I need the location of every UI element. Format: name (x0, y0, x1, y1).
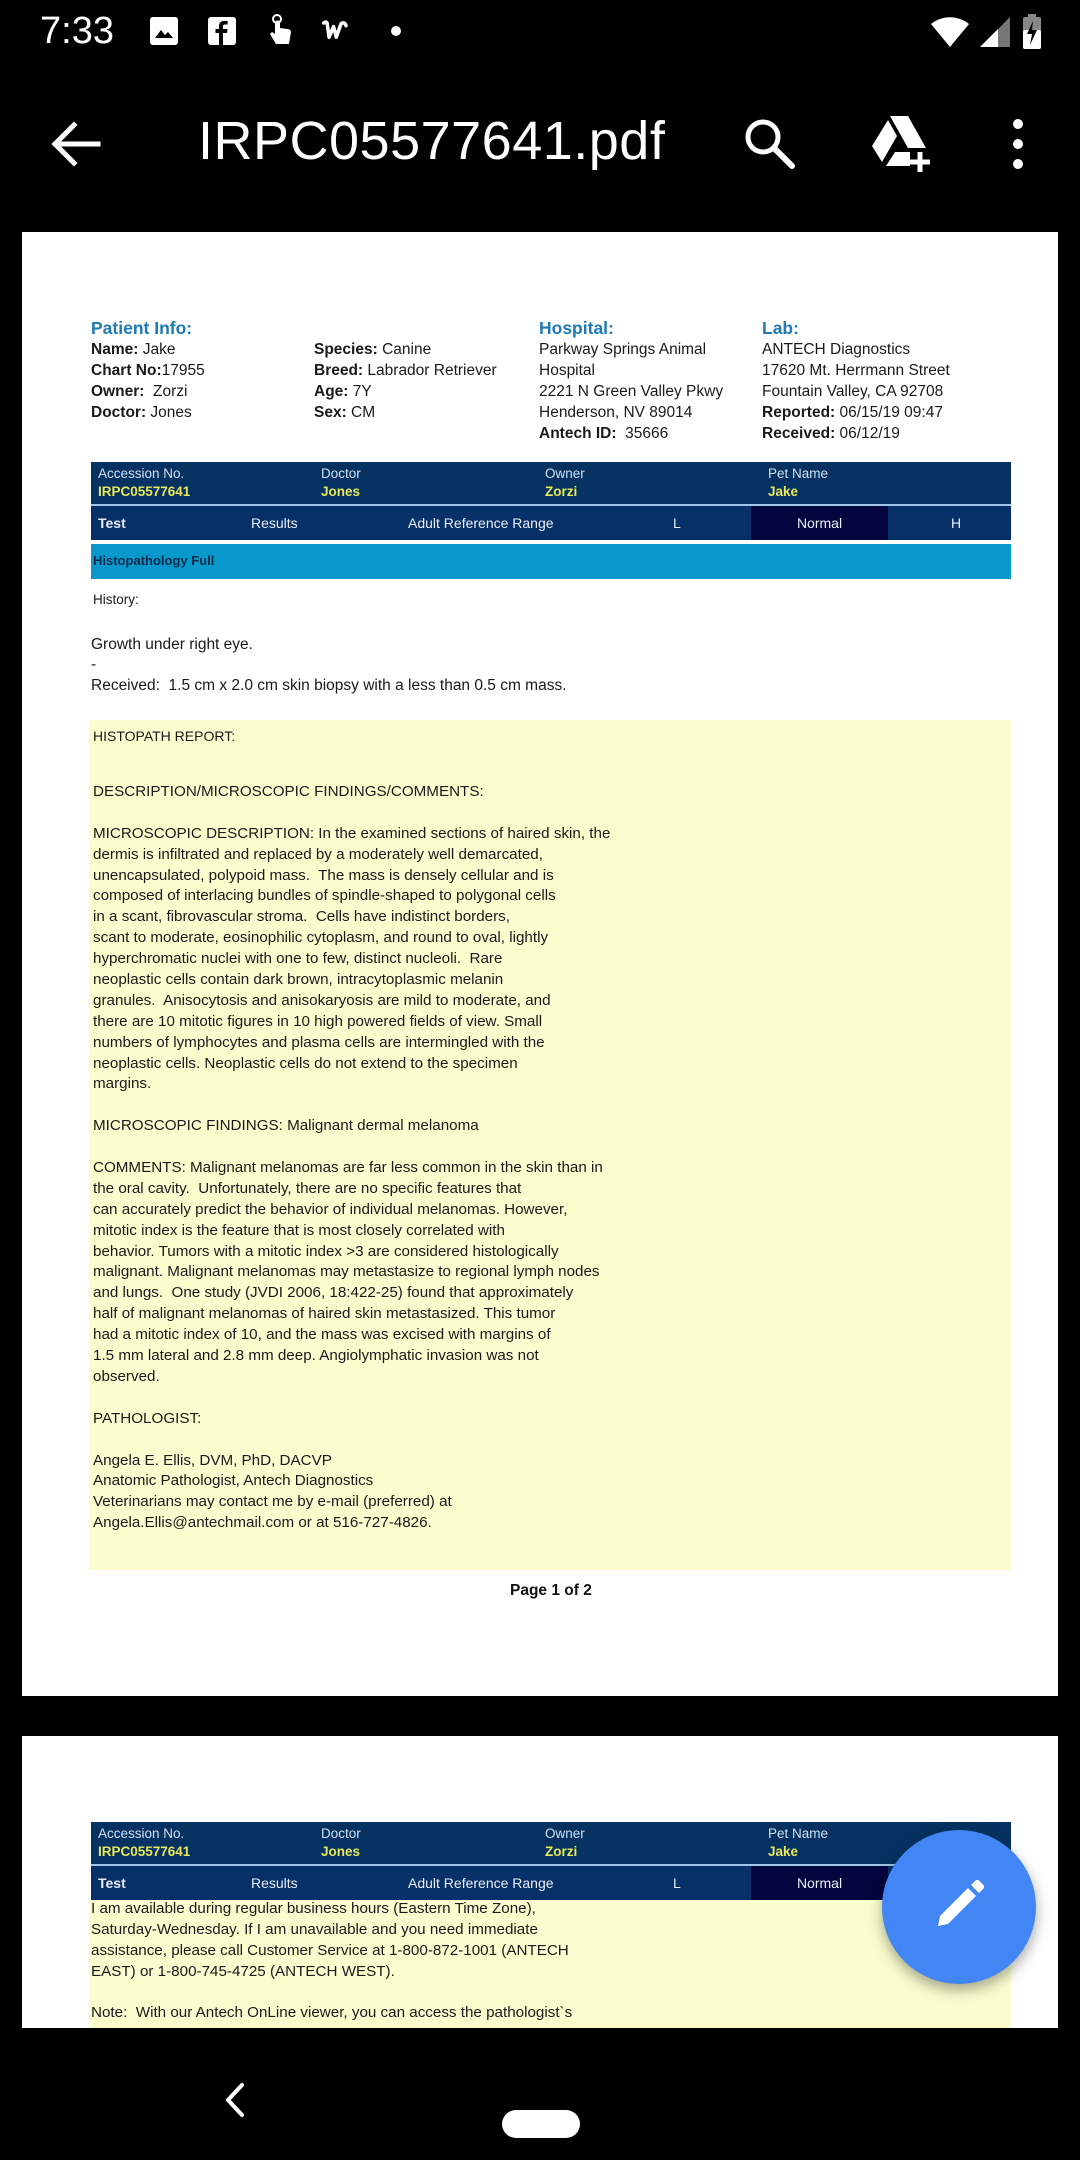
owner-col-label: Owner (545, 466, 585, 481)
report-body-continued (91, 1899, 572, 2024)
report-line: EAST) or 1-800-745-4725 (ANTECH WEST). (91, 1962, 395, 1980)
owner-label: Owner: (91, 383, 145, 400)
report-line: hyperchromatic nuclei with one to few, distinct nucleoli. Rare (93, 950, 503, 968)
owner-col-value: Zorzi (545, 484, 578, 499)
chart-number: 17955 (161, 362, 205, 379)
report-line: observed. (93, 1367, 160, 1385)
col-results: Results (251, 1875, 298, 1891)
report-line (93, 1095, 610, 1116)
doctor-label: Doctor: (91, 404, 147, 421)
lab-name: ANTECH Diagnostics (762, 341, 911, 358)
name-label: Name: (91, 341, 139, 358)
touch-icon (264, 14, 296, 48)
page-number: Page 1 of 2 (510, 1582, 592, 1599)
col-high: H (951, 515, 962, 531)
doctor-col-value: Jones (321, 484, 361, 499)
report-line (93, 1388, 610, 1409)
accession-value: IRPC05577641 (98, 1844, 191, 1859)
report-line: DESCRIPTION/MICROSCOPIC FINDINGS/COMMENTS: (93, 783, 484, 800)
owner-col-value: Zorzi (545, 1844, 578, 1859)
report-line: scant to moderate, eosinophilic cytoplasm, and round to oval, lightly (93, 929, 549, 947)
doctor-col-value: Jones (321, 1844, 361, 1859)
report-line: dermis is infiltrated and replaced by a moderately well demarcated, (93, 845, 543, 863)
report-line: Veterinarians may contact me by e-mail (preferred) at (93, 1493, 452, 1511)
report-line: assistance, please call Customer Service at 1-800-872-1001 (ANTECH (91, 1941, 569, 1959)
report-line: PATHOLOGIST: (93, 1409, 202, 1427)
pdf-page-1[interactable] (22, 232, 1058, 1696)
col-low: L (673, 1875, 681, 1891)
doctor-col-label: Doctor (321, 466, 361, 481)
report-line: MICROSCOPIC DESCRIPTION: In the examined sections of haired skin, the (93, 824, 611, 842)
col-normal: Normal (751, 1866, 888, 1900)
document-title: IRPC05577641.pdf (198, 111, 666, 171)
lab-info (762, 317, 950, 444)
lab-address2: Fountain Valley, CA 92708 (762, 383, 944, 400)
report-line: Angela.Ellis@antechmail.com or at 516-727-4826. (93, 1514, 432, 1532)
chart-label: Chart No: (91, 362, 162, 379)
app-bar (0, 66, 1080, 230)
lab-heading: Lab: (762, 318, 799, 338)
doctor-name: Jones (146, 404, 192, 421)
pet-info (314, 339, 497, 423)
breed-label: Breed: (314, 362, 364, 379)
species-label: Species: (314, 341, 378, 358)
received-text: Received: 1.5 cm x 2.0 cm skin biopsy with a less than 0.5 cm mass. (91, 677, 567, 694)
report-line: half of malignant melanomas of haired skin metastasized. This tumor (93, 1305, 556, 1323)
antech-id: 35666 (616, 425, 669, 442)
received-date: 06/12/19 (835, 425, 900, 442)
col-reference-range: Adult Reference Range (408, 1875, 554, 1891)
report-line (91, 1983, 572, 2004)
col-low: L (673, 515, 681, 531)
report-line: numbers of lymphocytes and plasma cells are intermingled with the (93, 1033, 545, 1051)
report-line: in a scant, fibrovascular stroma. Cells have indistinct borders, (93, 908, 510, 926)
image-icon (148, 14, 180, 48)
report-line: mitotic index is the feature that is most closely correlated with (93, 1221, 505, 1239)
report-line (93, 1430, 610, 1451)
breed-value: Labrador Retriever (363, 362, 497, 379)
report-line: had a mitotic index of 10, and the mass was excised with margins of (93, 1326, 551, 1344)
hospital-name-cont: Hospital (539, 362, 595, 379)
hospital-heading: Hospital: (539, 318, 614, 338)
report-line: granules. Anisocytosis and anisokaryosis are mild to moderate, and (93, 991, 551, 1009)
antech-id-label: Antech ID: (539, 425, 617, 442)
report-line: Note: With our Antech OnLine viewer, you can access the pathologist`s (91, 2004, 573, 2022)
edit-fab-button[interactable] (882, 1830, 1036, 1984)
report-heading: HISTOPATH REPORT: (93, 728, 236, 744)
col-test: Test (98, 515, 126, 531)
pet-name-col-value: Jake (768, 484, 799, 499)
hospital-address1: 2221 N Green Valley Pkwy (539, 383, 724, 400)
doctor-col-label: Doctor (321, 1826, 361, 1841)
col-test: Test (98, 1875, 126, 1891)
signal-icon (980, 15, 1012, 54)
report-line: neoplastic cells contain dark brown, intracytoplasmic melanin (93, 971, 504, 989)
drive-add-icon[interactable] (868, 112, 932, 176)
age-label: Age: (314, 383, 349, 400)
edit-pencil-icon (932, 1878, 986, 1937)
section-title: Histopathology Full (93, 553, 215, 568)
battery-charging-icon (1022, 14, 1042, 55)
report-line: Anatomic Pathologist, Antech Diagnostics (93, 1472, 374, 1490)
patient-name: Jake (138, 341, 176, 358)
lab-address1: 17620 Mt. Herrmann Street (762, 362, 950, 379)
owner-name: Zorzi (144, 383, 188, 400)
report-line: neoplastic cells. Neoplastic cells do not extend to the specimen (93, 1054, 518, 1072)
report-line: COMMENTS: Malignant melanomas are far less common in the skin than in (93, 1159, 603, 1177)
report-line: there are 10 mitotic figures in 10 high powered fields of view. Small (93, 1012, 543, 1030)
report-line: behavior. Tumors with a mitotic index >3 are considered histologically (93, 1242, 559, 1260)
accession-label: Accession No. (98, 1826, 185, 1841)
nav-back-icon[interactable] (222, 2082, 248, 2118)
arrow-back-icon[interactable] (48, 116, 104, 172)
report-line: margins. (93, 1075, 152, 1093)
col-results: Results (251, 515, 298, 531)
search-icon[interactable] (740, 114, 800, 174)
pet-name-col-label: Pet Name (768, 1826, 829, 1841)
accession-label: Accession No. (98, 466, 185, 481)
facebook-icon (206, 14, 238, 48)
history-text: Growth under right eye. (91, 636, 253, 653)
patient-info (91, 317, 205, 423)
col-normal: Normal (751, 506, 888, 540)
accession-header-table (91, 462, 1011, 540)
accession-header-table (91, 1822, 1011, 1900)
page2-report-continued (89, 1900, 1011, 2028)
report-line: I am available during regular business hours (Eastern Time Zone), (91, 1900, 536, 1917)
report-body (93, 782, 610, 1534)
report-line: unencapsulated, polypoid mass. The mass is densely cellular and is (93, 866, 554, 884)
hospital-name: Parkway Springs Animal (539, 341, 707, 358)
sex-label: Sex: (314, 404, 347, 421)
report-line: MICROSCOPIC FINDINGS: Malignant dermal melanoma (93, 1117, 479, 1135)
report-line: 1.5 mm lateral and 2.8 mm deep. Angiolymphatic invasion was not (93, 1347, 539, 1365)
owner-col-label: Owner (545, 1826, 585, 1841)
status-bar (0, 0, 1080, 66)
report-line: can accurately predict the behavior of individual melanomas. However, (93, 1200, 568, 1218)
patient-info-heading: Patient Info: (91, 318, 193, 338)
report-line: malignant. Malignant melanomas may metastasize to regional lymph nodes (93, 1263, 600, 1281)
wifi-icon (930, 15, 970, 54)
hospital-address2: Henderson, NV 89014 (539, 404, 693, 421)
report-line: Angela E. Ellis, DVM, PhD, DACVP (93, 1451, 332, 1469)
report-line (93, 803, 610, 824)
age-value: 7Y (348, 383, 372, 400)
pet-name-col-label: Pet Name (768, 466, 829, 481)
history-dash: - (91, 656, 97, 673)
report-line: the oral cavity. Unfortunately, there are no specific features that (93, 1179, 522, 1197)
histopath-report (89, 720, 1011, 1570)
accession-value: IRPC05577641 (98, 484, 191, 499)
report-line (93, 1137, 610, 1158)
history-label: History: (93, 592, 139, 607)
report-line: and lungs. One study (JVDI 2006, 18:422-25) found that approximately (93, 1284, 574, 1302)
status-time: 7:33 (40, 10, 114, 52)
more-vert-icon[interactable] (1000, 114, 1036, 174)
species-value: Canine (377, 341, 432, 358)
sex-value: CM (346, 404, 376, 421)
nav-home-pill[interactable] (502, 2110, 580, 2138)
reported-date: 06/15/19 09:47 (835, 404, 943, 421)
hospital-info (539, 317, 723, 444)
navigation-bar (0, 2030, 1080, 2160)
report-line: composed of interlacing bundles of spindle-shaped to polygonal cells (93, 887, 556, 905)
report-line: Saturday-Wednesday. If I am unavailable and you need immediate (91, 1920, 538, 1938)
received-label: Received: (762, 425, 836, 442)
dot-icon (380, 14, 412, 48)
col-reference-range: Adult Reference Range (408, 515, 554, 531)
reported-label: Reported: (762, 404, 836, 421)
wish-icon (322, 14, 354, 48)
pet-name-col-value: Jake (768, 1844, 799, 1859)
section-bar-histopathology (91, 544, 1011, 579)
